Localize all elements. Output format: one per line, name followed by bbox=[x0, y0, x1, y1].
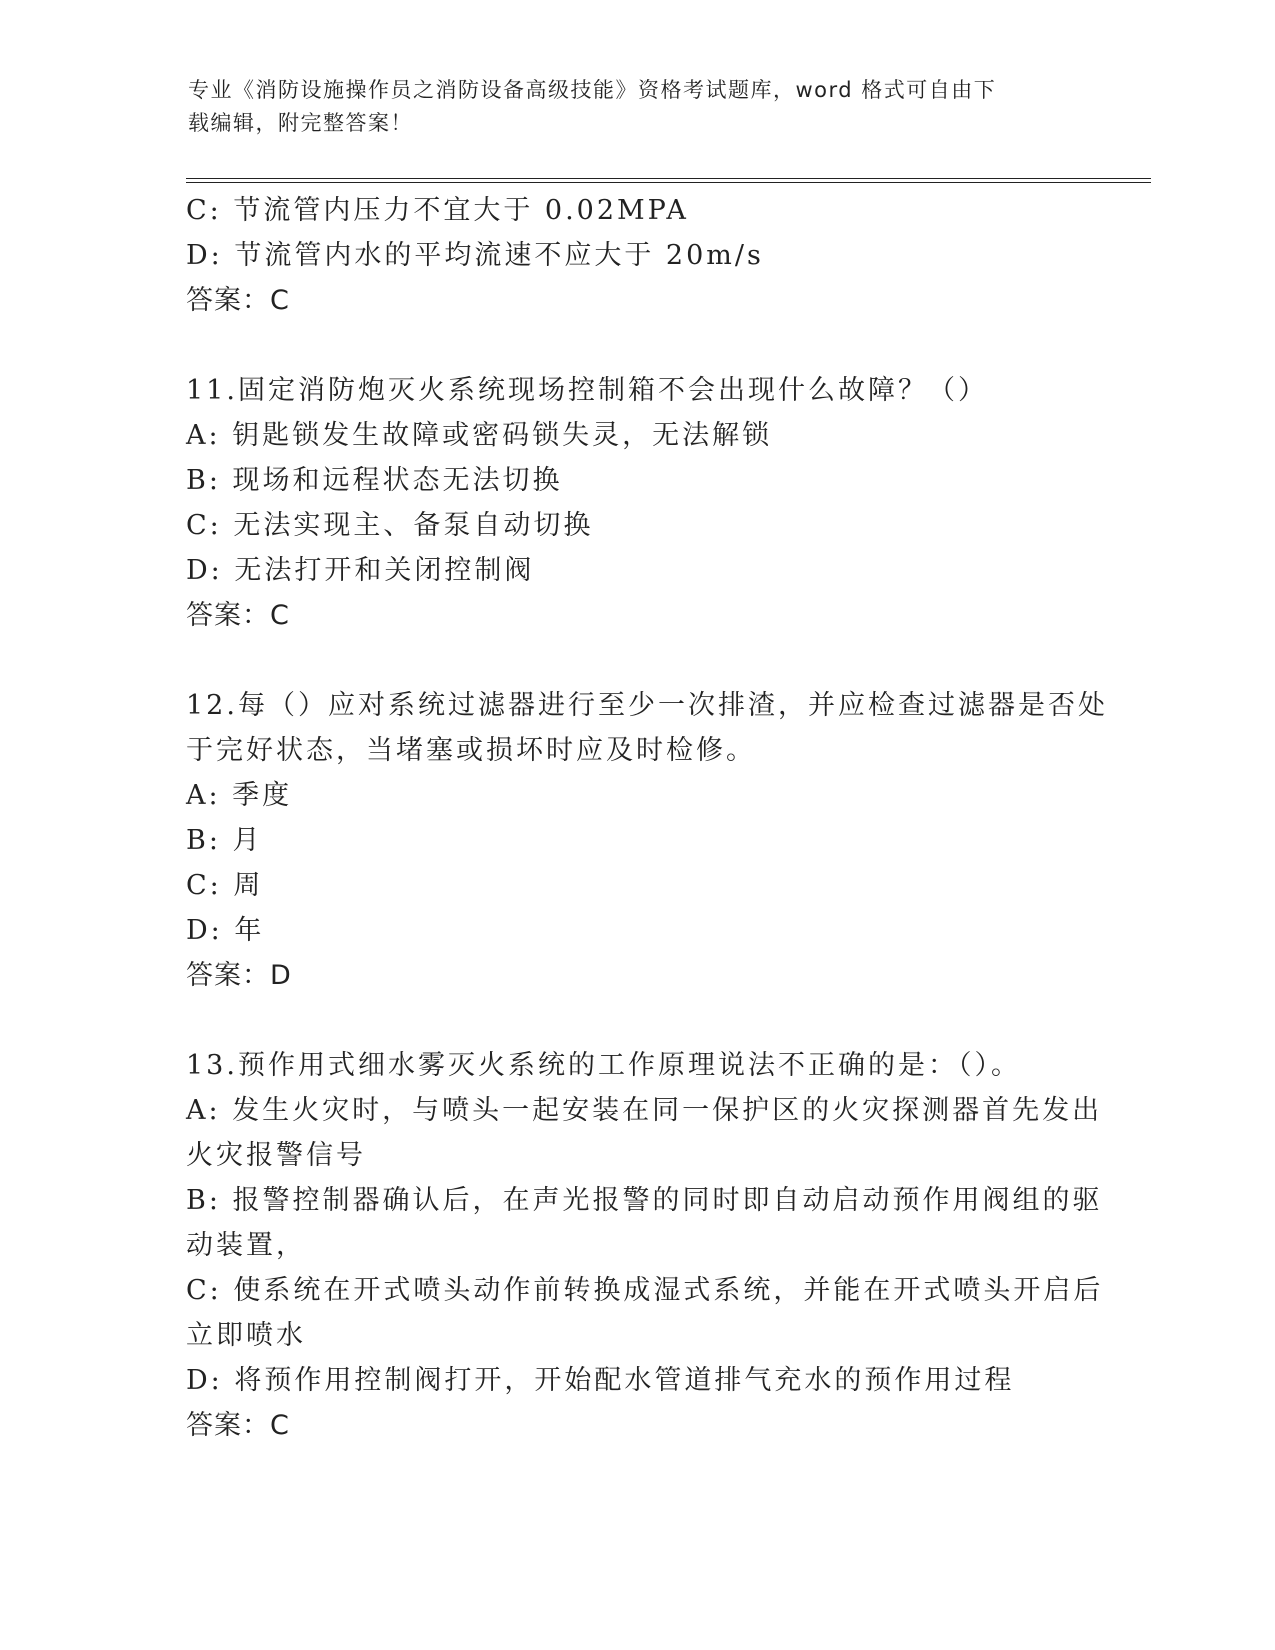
answer-line: 答案：C bbox=[186, 1410, 290, 1441]
question-11 bbox=[186, 368, 1086, 638]
header-divider-top bbox=[186, 178, 1151, 179]
question-stem: 11.固定消防炮灭火系统现场控制箱不会出现什么故障？（） bbox=[186, 375, 988, 406]
option-a: A: 钥匙锁发生故障或密码锁失灵，无法解锁 bbox=[186, 420, 773, 451]
answer-line: 答案：D bbox=[186, 960, 292, 991]
question-13 bbox=[186, 1043, 1104, 1448]
option-d: D: 将预作用控制阀打开，开始配水管道排气充水的预作用过程 bbox=[186, 1365, 1015, 1396]
carryover-question bbox=[186, 188, 1086, 323]
question-12 bbox=[186, 683, 1108, 998]
option-b: B: 现场和远程状态无法切换 bbox=[186, 465, 563, 496]
option-d: D: 节流管内水的平均流速不应大于 20m/s bbox=[186, 240, 764, 271]
option-b-line-2: 动装置， bbox=[186, 1230, 306, 1261]
question-stem-line-2: 于完好状态，当堵塞或损坏时应及时检修。 bbox=[186, 735, 756, 766]
option-c: C: 周 bbox=[186, 870, 264, 901]
document-header bbox=[188, 74, 1068, 140]
option-c-line-2: 立即喷水 bbox=[186, 1320, 306, 1351]
option-a-line-1: A: 发生火灾时，与喷头一起安装在同一保护区的火灾探测器首先发出 bbox=[186, 1095, 1103, 1126]
question-stem-line-1: 12.每（）应对系统过滤器进行至少一次排渣，并应检查过滤器是否处 bbox=[186, 690, 1108, 721]
option-b-line-1: B: 报警控制器确认后，在声光报警的同时即自动启动预作用阀组的驱 bbox=[186, 1185, 1103, 1216]
question-stem: 13.预作用式细水雾灭火系统的工作原理说法不正确的是：（）。 bbox=[186, 1050, 1021, 1081]
answer-line: 答案：C bbox=[186, 600, 290, 631]
answer-line: 答案：C bbox=[186, 285, 290, 316]
option-a-line-2: 火灾报警信号 bbox=[186, 1140, 366, 1171]
question-content bbox=[186, 188, 1108, 1448]
option-d: D: 年 bbox=[186, 915, 265, 946]
option-c-line-1: C: 使系统在开式喷头动作前转换成湿式系统，并能在开式喷头开启后 bbox=[186, 1275, 1104, 1306]
option-c: C: 节流管内压力不宜大于 0.02MPA bbox=[186, 195, 689, 226]
option-d: D: 无法打开和关闭控制阀 bbox=[186, 555, 535, 586]
header-line-1: 专业《消防设施操作员之消防设备高级技能》资格考试题库，word 格式可自由下 bbox=[188, 78, 997, 102]
header-line-2: 载编辑，附完整答案！ bbox=[188, 111, 413, 135]
option-b: B: 月 bbox=[186, 825, 263, 856]
option-c: C: 无法实现主、备泵自动切换 bbox=[186, 510, 594, 541]
option-a: A: 季度 bbox=[186, 780, 293, 811]
header-divider-bottom bbox=[186, 182, 1151, 183]
